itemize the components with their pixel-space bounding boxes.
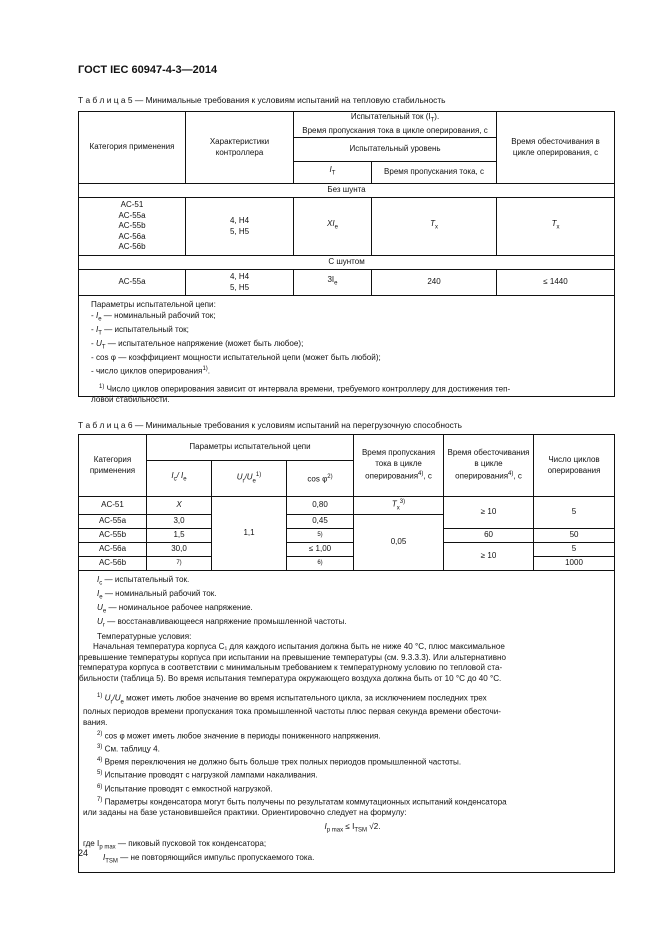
t6-header-on-time: Время пропускания тока в цикле оперирования$^{4)}$, с xyxy=(354,435,444,497)
t6-cos-ac55a: 0,45 xyxy=(287,514,354,528)
t6-cyc-c: 5 xyxy=(534,542,615,556)
t5-header-category: Категория применения xyxy=(79,112,186,184)
t6-ic-ac56b: 7) xyxy=(147,556,212,570)
t6-fn5: $^{5)}$ Испытание проводят с нагрузкой лампами накаливания. xyxy=(97,770,318,781)
t6-cat-ac56a: AC-56a xyxy=(79,542,147,556)
t6-notes: $I_c$ — испытательный ток. $I_e$ — номинальный рабочий ток. $U_e$ — номинальное рабочее напряжение. $U_r$ — восстанавливающееся напряжение промышленной частоты. Температурные условия: Начальная температура корпуса C₁ для каждого испытания должна быть не ниже 40 °C, плюс максимальное превышение температуры корпуса при испытании на превышение температуры (см. 9.3.3.3). Или альтернативно температура корпуса в соответствии с минимальным требованием к температурному условию по тепловой ста- бильности (таблица 5). Во время испытания температура окружающего воздуха должна быть от 10 °C до 40 °C. $^{1)}$ $U_r/U_e$ может иметь любое значение во время испытательного цикла, за исключением последних трех полных периодов времени пропускания тока промышленной частоты плюс первая секунда времени обесточи- вания. $^{2)}$ cos φ может иметь любое значение в периоды пониженного напряжения. $^{3)}$ См. таблицу 4. $^{4)}$ Время переключения не должно быть больше трех полных периодов промышленной частоты. $^{5)}$ Испытание проводят с нагрузкой лампами накаливания. $^{6)}$ Испытание проводят с емкостной нагрузкой. $^{7)}$ Параметры конденсатора могут быть получены по результатам коммутационных испытаний конденсатора или заданы на базе установившейся практики. Ориентировочно следует на формулу: $I_{p max} \le I_{TSM}$ √2. где $I_{p max}$ — пиковый пусковой ток конденсатора; $I_{TSM}$ — не повторяющийся импульс пропускаемого тока. xyxy=(79,570,615,872)
t5-header-level: Испытательный уровень xyxy=(294,138,497,162)
t5-row2-category: AC-55a xyxy=(79,270,186,296)
t5-note-ie: - $I_e$ — номинальный рабочий ток; xyxy=(91,310,216,323)
t6-cos-ac56a: ≤ 1,00 xyxy=(287,542,354,556)
t6-cyc-b: 50 xyxy=(534,528,615,542)
t5-section-no-shunt: Без шунта xyxy=(79,184,615,198)
t6-cat-ac56b: AC-56b xyxy=(79,556,147,570)
t6-fn3: $^{3)}$ См. таблицу 4. xyxy=(97,743,160,754)
t6-fn1: $^{1)}$ $U_r/U_e$ может иметь любое значение во время испытательного цикла, за исключением последних трех xyxy=(97,692,487,705)
t6-cat-ac55a: AC-55a xyxy=(79,514,147,528)
t6-formula: $I_{p max} \le I_{TSM}$ √2. xyxy=(324,821,381,834)
t5-row1-off: $T_x$ xyxy=(497,198,615,256)
t6-cos-ac51: 0,80 xyxy=(287,497,354,515)
t5-row2-it: $3I_e$ xyxy=(294,270,372,296)
t5-row1-time: $T_x$ xyxy=(372,198,497,256)
t6-header-params: Параметры испытательной цепи xyxy=(147,435,354,461)
document-header: ГОСТ IEC 60947-4-3—2014 xyxy=(78,64,218,76)
t5-header-current: Испытательный ток $(I_T)$. Время пропускания тока в цикле оперирования, с xyxy=(294,112,497,138)
page-number: 24 xyxy=(78,848,89,858)
t6-fn4: $^{4)}$ Время переключения не должно быть больше трех полных периодов промышленной частоты. xyxy=(97,757,462,767)
t6-cyc-a: 5 xyxy=(534,497,615,529)
t6-ic-ac56a: 30,0 xyxy=(147,542,212,556)
t6-header-cos: cos φ$^{2)}$ xyxy=(287,461,354,497)
t6-cat-ac51: AC-51 xyxy=(79,497,147,515)
table6 xyxy=(78,434,615,873)
table5-caption: Т а б л и ц а 5 — Минимальные требования к условиям испытаний на тепловую стабильность xyxy=(78,95,446,105)
t5-note-cos: - cos φ — коэффициент мощности испытательной цепи (может быть любой); xyxy=(91,353,381,363)
t5-header-controller: Характеристики контроллера xyxy=(186,112,294,184)
t6-def-ur: $U_r$ — восстанавливающееся напряжение промышленной частоты. xyxy=(97,617,347,629)
t6-ic-ac55b: 1,5 xyxy=(147,528,212,542)
t5-header-time: Время пропускания тока, с xyxy=(372,162,497,184)
t6-fn6: $^{6)}$ Испытание проводят с емкостной нагрузкой. xyxy=(97,783,273,794)
t6-header-off-time: Время обесточивания в цикле оперирования$^{4)}$, с xyxy=(444,435,534,497)
t6-cat-ac55b: AC-55b xyxy=(79,528,147,542)
t6-off-c: ≥ 10 xyxy=(444,542,534,570)
t5-row2-controller: 4, H4 5, H5 xyxy=(186,270,294,296)
t6-off-a: ≥ 10 xyxy=(444,497,534,529)
t6-on-ac51: $T_x^{3)}$ xyxy=(354,497,444,515)
t5-header-it: $I_T$ xyxy=(294,162,372,184)
t6-def-ic: $I_c$ — испытательный ток. xyxy=(97,574,190,587)
t6-def-ie: $I_e$ — номинальный рабочий ток. xyxy=(97,588,217,601)
t6-cos-ac55b: 5) xyxy=(287,528,354,542)
table5 xyxy=(78,111,615,405)
t6-where-itsm: $I_{TSM}$ — не повторяющийся импульс пропускаемого тока. xyxy=(103,853,315,865)
t6-header-icie: $I_c/$ $I_e$ xyxy=(147,461,212,497)
t5-row1-controller: 4, H4 5, H5 xyxy=(186,198,294,256)
t5-header-off-time: Время обесточивания в цикле оперирования, с xyxy=(497,112,615,184)
t5-row1-categories: AC-51 AC-55a AC-55b AC-56a AC-56b xyxy=(79,198,186,256)
t6-header-cycles: Число циклов оперирования xyxy=(534,435,615,497)
t6-ur-value: 1,1 xyxy=(212,497,287,571)
t6-fn2: $^{2)}$ cos φ может иметь любое значение в периоды пониженного напряжения. xyxy=(97,730,381,741)
t5-section-shunt: С шунтом xyxy=(79,256,615,270)
t6-off-b: 60 xyxy=(444,528,534,542)
t6-cyc-d: 1000 xyxy=(534,556,615,570)
t6-temp-title: Температурные условия: xyxy=(97,631,192,641)
t5-row2-off: ≤ 1440 xyxy=(497,270,615,296)
t6-ic-ac55a: 3,0 xyxy=(147,514,212,528)
t6-on-rest: 0,05 xyxy=(354,514,444,570)
t5-note-it: - $I_T$ — испытательный ток; xyxy=(91,324,189,337)
t5-note-cycles: - число циклов оперирования$^{1)}$. xyxy=(91,365,211,376)
t6-header-urue: $U_r/U_e^{1)}$ xyxy=(212,461,287,497)
t5-footnote: $^{1)}$ Число циклов оперирования зависит от интервала времени, требуемого контроллеру для достижения теп- xyxy=(99,384,511,394)
t6-ic-ac51: X xyxy=(147,497,212,515)
t5-row1-it: $XI_e$ xyxy=(294,198,372,256)
t5-notes: Параметры испытательной цепи: - $I_e$ — номинальный рабочий ток; - $I_T$ — испытательный ток; - $U_T$ — испытательное напряжение (может быть любое); - cos φ — коэффициент мощности испытательной цепи (может быть любой); - число циклов оперирования$^{1)}$. $^{1)}$ Число циклов оперирования зависит от интервала времени, требуемого контроллеру для достижения теп- ловой стабильности. xyxy=(79,296,615,397)
t6-cos-ac56b: 6) xyxy=(287,556,354,570)
t6-where-ipmax: где $I_{p max}$ — пиковый пусковой ток конденсатора; xyxy=(83,839,267,851)
table6-caption: Т а б л и ц а 6 — Минимальные требования к условиям испытаний на перегрузочную способность xyxy=(78,420,463,430)
t6-def-ue: $U_e$ — номинальное рабочее напряжение. xyxy=(97,603,253,615)
t5-note-ut: - $U_T$ — испытательное напряжение (может быть любое); xyxy=(91,339,304,351)
t5-row2-time: 240 xyxy=(372,270,497,296)
t6-fn7: $^{7)}$ Параметры конденсатора могут быть получены по результатам коммутационных испытаний конденсатора xyxy=(97,797,507,807)
t6-temp-text: Начальная температура корпуса C₁ для каждого испытания должна быть не ниже 40 °C, плюс максимальное превышение температуры корпуса при испытании на превышение температуры (см. 9.3.3.3). Или альтернативно температура корпуса в соответствии с минимальным требованием к температурному условию по тепловой ста- бильности (таблица 5). Во время испытания температура окружающего воздуха должна быть от 10 °C до 40 °C. xyxy=(79,642,506,683)
t6-header-category: Категория применения xyxy=(79,435,147,497)
